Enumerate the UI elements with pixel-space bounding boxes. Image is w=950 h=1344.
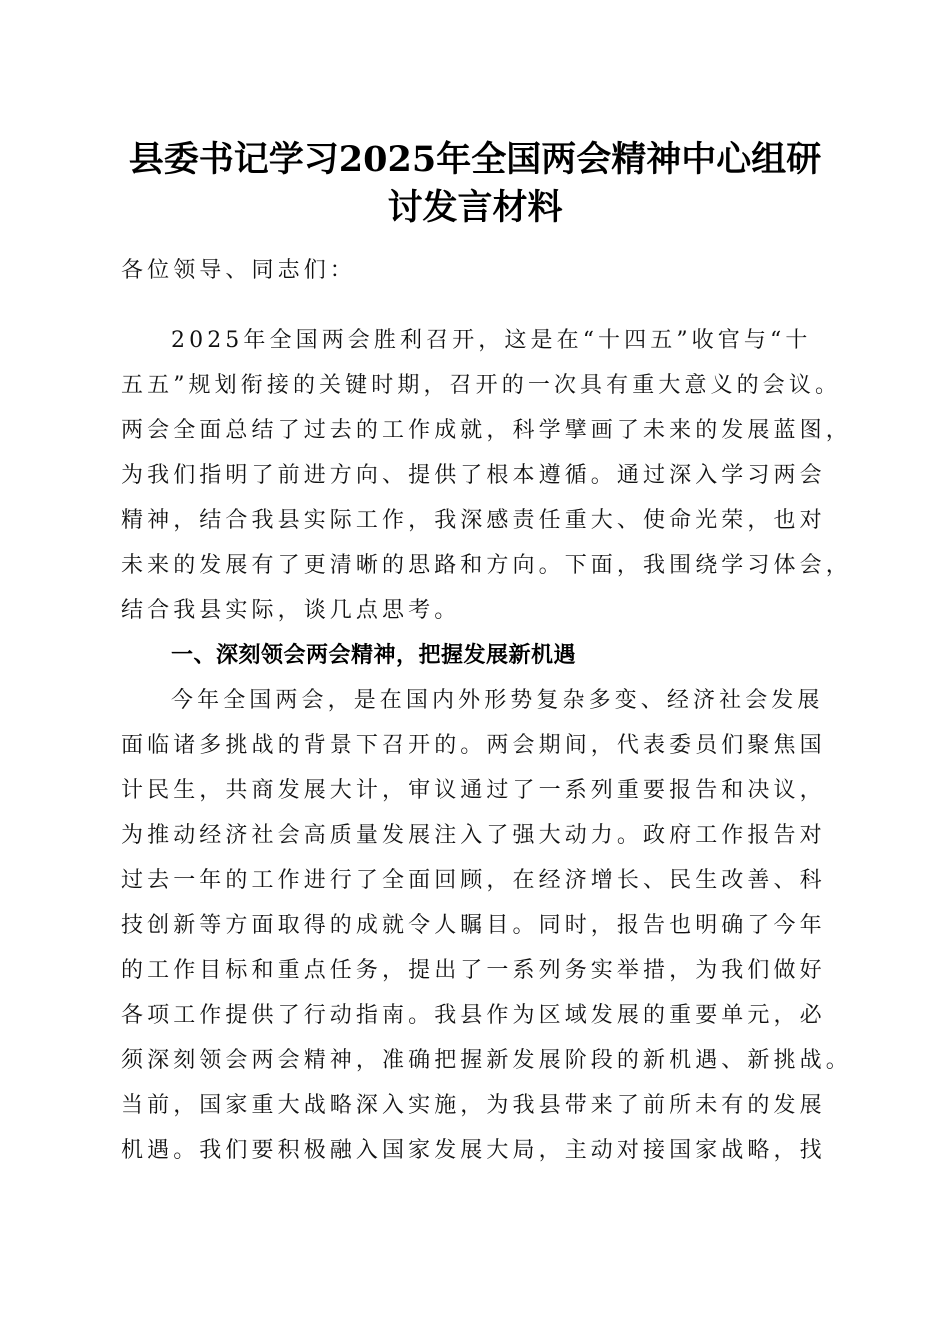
paragraph-line: 两会全面总结了过去的工作成就，科学擘画了未来的发展蓝图， [121,418,852,443]
paragraph-line: 为推动经济社会高质量发展注入了强大动力。政府工作报告对 [121,823,826,848]
document-title-line-2: 讨发言材料 [387,187,563,228]
paragraph-line: 过去一年的工作进行了全面回顾，在经济增长、民生改善、科 [121,868,826,893]
document-title-line-1: 县委书记学习2025年全国两会精神中心组研 [128,139,822,180]
paragraph-line: 技创新等方面取得的成就令人瞩目。同时，报告也明确了今年 [121,913,826,938]
paragraph-line: 为我们指明了前进方向、提供了根本遵循。通过深入学习两会 [121,463,826,488]
paragraph-line: 五五”规划衔接的关键时期，召开的一次具有重大意义的会议。 [121,373,842,398]
paragraph-line: 计民生，共商发展大计，审议通过了一系列重要报告和决议， [121,778,826,803]
section-heading: 一、深刻领会两会精神，把握发展新机遇 [171,643,577,668]
paragraph-line: 各项工作提供了行动指南。我县作为区域发展的重要单元，必 [121,1003,826,1028]
paragraph-line: 结合我县实际，谈几点思考。 [121,598,461,623]
paragraph-line: 机遇。我们要积极融入国家发展大局，主动对接国家战略，找 [121,1138,826,1163]
paragraph-line: 2025年全国两会胜利召开，这是在“十四五”收官与“十 [171,328,812,353]
paragraph-line: 面临诸多挑战的背景下召开的。两会期间，代表委员们聚焦国 [121,733,826,758]
paragraph-line: 须深刻领会两会精神，准确把握新发展阶段的新机遇、新挑战。 [121,1048,852,1073]
paragraph-line: 今年全国两会，是在国内外形势复杂多变、经济社会发展 [171,688,824,713]
paragraph-line: 未来的发展有了更清晰的思路和方向。下面，我围绕学习体会， [121,553,852,578]
paragraph-line: 精神，结合我县实际工作，我深感责任重大、使命光荣，也对 [121,508,826,533]
paragraph-line: 当前，国家重大战略深入实施，为我县带来了前所未有的发展 [121,1093,826,1118]
salutation: 各位领导、同志们： [121,258,356,283]
paragraph-line: 的工作目标和重点任务，提出了一系列务实举措，为我们做好 [121,958,826,983]
